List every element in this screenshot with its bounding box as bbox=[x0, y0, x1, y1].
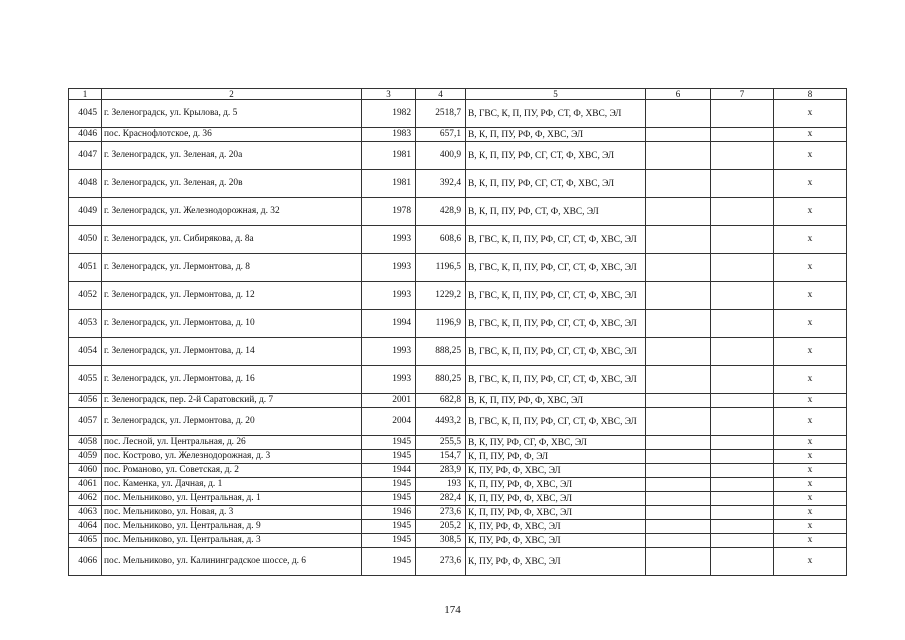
year-cell: 1978 bbox=[362, 198, 416, 226]
services-cell: В, ГВС, К, П, ПУ, РФ, СТ, Ф, ХВС, ЭЛ bbox=[466, 100, 646, 128]
column-7-cell bbox=[711, 366, 774, 394]
column-6-cell bbox=[646, 100, 711, 128]
area-cell: 428,9 bbox=[416, 198, 466, 226]
table-row bbox=[69, 520, 847, 534]
year-cell: 1945 bbox=[362, 548, 416, 576]
area-cell: 1229,2 bbox=[416, 282, 466, 310]
column-6-cell bbox=[646, 478, 711, 492]
column-6-cell bbox=[646, 170, 711, 198]
address-cell: г. Зеленоградск, ул. Лермонтова, д. 10 bbox=[102, 310, 362, 338]
table-row bbox=[69, 394, 847, 408]
table-row bbox=[69, 534, 847, 548]
year-cell: 1945 bbox=[362, 478, 416, 492]
area-cell: 205,2 bbox=[416, 520, 466, 534]
header-cell-5: 5 bbox=[466, 89, 646, 100]
services-cell: К, П, ПУ, РФ, Ф, ХВС, ЭЛ bbox=[466, 492, 646, 506]
column-8-cell: x bbox=[774, 534, 847, 548]
header-cell-7: 7 bbox=[711, 89, 774, 100]
row-number: 4059 bbox=[69, 450, 102, 464]
area-cell: 657,1 bbox=[416, 128, 466, 142]
column-7-cell bbox=[711, 548, 774, 576]
services-cell: В, К, П, ПУ, РФ, СТ, Ф, ХВС, ЭЛ bbox=[466, 198, 646, 226]
services-cell: В, К, П, ПУ, РФ, Ф, ХВС, ЭЛ bbox=[466, 394, 646, 408]
area-cell: 880,25 bbox=[416, 366, 466, 394]
column-8-cell: x bbox=[774, 254, 847, 282]
address-cell: пос. Мельниково, ул. Калининградское шоссе, д. 6 bbox=[102, 548, 362, 576]
column-7-cell bbox=[711, 170, 774, 198]
year-cell: 1945 bbox=[362, 450, 416, 464]
column-6-cell bbox=[646, 408, 711, 436]
services-cell: В, ГВС, К, П, ПУ, РФ, СГ, СТ, Ф, ХВС, ЭЛ bbox=[466, 366, 646, 394]
table-row bbox=[69, 436, 847, 450]
area-cell: 4493,2 bbox=[416, 408, 466, 436]
area-cell: 273,6 bbox=[416, 506, 466, 520]
column-8-cell: x bbox=[774, 128, 847, 142]
table-row bbox=[69, 492, 847, 506]
column-8-cell: x bbox=[774, 100, 847, 128]
area-cell: 255,5 bbox=[416, 436, 466, 450]
column-6-cell bbox=[646, 366, 711, 394]
row-number: 4051 bbox=[69, 254, 102, 282]
address-cell: пос. Романово, ул. Советская, д. 2 bbox=[102, 464, 362, 478]
header-cell-6: 6 bbox=[646, 89, 711, 100]
column-8-cell: x bbox=[774, 226, 847, 254]
column-7-cell bbox=[711, 534, 774, 548]
year-cell: 1983 bbox=[362, 128, 416, 142]
column-6-cell bbox=[646, 254, 711, 282]
column-8-cell: x bbox=[774, 310, 847, 338]
table-row bbox=[69, 450, 847, 464]
column-8-cell: x bbox=[774, 338, 847, 366]
column-8-cell: x bbox=[774, 142, 847, 170]
area-cell: 154,7 bbox=[416, 450, 466, 464]
row-number: 4056 bbox=[69, 394, 102, 408]
column-6-cell bbox=[646, 450, 711, 464]
housing-table bbox=[68, 88, 847, 576]
column-7-cell bbox=[711, 100, 774, 128]
row-number: 4057 bbox=[69, 408, 102, 436]
column-6-cell bbox=[646, 128, 711, 142]
column-6-cell bbox=[646, 464, 711, 478]
column-7-cell bbox=[711, 408, 774, 436]
page-number: 174 bbox=[444, 604, 461, 616]
address-cell: г. Зеленоградск, ул. Лермонтова, д. 14 bbox=[102, 338, 362, 366]
column-6-cell bbox=[646, 520, 711, 534]
year-cell: 2001 bbox=[362, 394, 416, 408]
column-6-cell bbox=[646, 506, 711, 520]
row-number: 4047 bbox=[69, 142, 102, 170]
services-cell: К, П, ПУ, РФ, Ф, ЭЛ bbox=[466, 450, 646, 464]
services-cell: К, П, ПУ, РФ, Ф, ХВС, ЭЛ bbox=[466, 506, 646, 520]
column-8-cell: x bbox=[774, 366, 847, 394]
year-cell: 1945 bbox=[362, 534, 416, 548]
year-cell: 1993 bbox=[362, 254, 416, 282]
services-cell: В, ГВС, К, П, ПУ, РФ, СГ, СТ, Ф, ХВС, ЭЛ bbox=[466, 338, 646, 366]
year-cell: 1994 bbox=[362, 310, 416, 338]
services-cell: В, К, П, ПУ, РФ, СГ, СТ, Ф, ХВС, ЭЛ bbox=[466, 170, 646, 198]
column-7-cell bbox=[711, 254, 774, 282]
column-8-cell: x bbox=[774, 408, 847, 436]
area-cell: 282,4 bbox=[416, 492, 466, 506]
services-cell: В, ГВС, К, П, ПУ, РФ, СГ, СТ, Ф, ХВС, ЭЛ bbox=[466, 226, 646, 254]
column-8-cell: x bbox=[774, 394, 847, 408]
column-7-cell bbox=[711, 492, 774, 506]
row-number: 4061 bbox=[69, 478, 102, 492]
services-cell: К, ПУ, РФ, Ф, ХВС, ЭЛ bbox=[466, 464, 646, 478]
services-cell: В, К, П, ПУ, РФ, Ф, ХВС, ЭЛ bbox=[466, 128, 646, 142]
table-row bbox=[69, 338, 847, 366]
address-cell: г. Зеленоградск, ул. Лермонтова, д. 8 bbox=[102, 254, 362, 282]
column-7-cell bbox=[711, 520, 774, 534]
area-cell: 308,5 bbox=[416, 534, 466, 548]
table-row bbox=[69, 366, 847, 394]
column-7-cell bbox=[711, 128, 774, 142]
row-number: 4066 bbox=[69, 548, 102, 576]
area-cell: 888,25 bbox=[416, 338, 466, 366]
row-number: 4054 bbox=[69, 338, 102, 366]
table-row bbox=[69, 170, 847, 198]
table-row bbox=[69, 408, 847, 436]
column-6-cell bbox=[646, 338, 711, 366]
area-cell: 2518,7 bbox=[416, 100, 466, 128]
address-cell: г. Зеленоградск, пер. 2-й Саратовский, д. 7 bbox=[102, 394, 362, 408]
table-row bbox=[69, 282, 847, 310]
address-cell: пос. Краснофлотское, д. 36 bbox=[102, 128, 362, 142]
services-cell: В, К, П, ПУ, РФ, СГ, СТ, Ф, ХВС, ЭЛ bbox=[466, 142, 646, 170]
area-cell: 273,6 bbox=[416, 548, 466, 576]
column-7-cell bbox=[711, 282, 774, 310]
header-row bbox=[69, 89, 847, 100]
row-number: 4064 bbox=[69, 520, 102, 534]
address-cell: г. Зеленоградск, ул. Крылова, д. 5 bbox=[102, 100, 362, 128]
address-cell: пос. Лесной, ул. Центральная, д. 26 bbox=[102, 436, 362, 450]
area-cell: 1196,9 bbox=[416, 310, 466, 338]
year-cell: 1945 bbox=[362, 436, 416, 450]
year-cell: 1993 bbox=[362, 226, 416, 254]
column-8-cell: x bbox=[774, 170, 847, 198]
address-cell: пос. Кострово, ул. Железнодорожная, д. 3 bbox=[102, 450, 362, 464]
header-cell-8: 8 bbox=[774, 89, 847, 100]
year-cell: 1981 bbox=[362, 170, 416, 198]
column-7-cell bbox=[711, 338, 774, 366]
area-cell: 193 bbox=[416, 478, 466, 492]
header-cell-2: 2 bbox=[102, 89, 362, 100]
column-8-cell: x bbox=[774, 464, 847, 478]
column-7-cell bbox=[711, 506, 774, 520]
column-6-cell bbox=[646, 226, 711, 254]
services-cell: В, ГВС, К, П, ПУ, РФ, СГ, СТ, Ф, ХВС, ЭЛ bbox=[466, 310, 646, 338]
row-number: 4060 bbox=[69, 464, 102, 478]
row-number: 4050 bbox=[69, 226, 102, 254]
services-cell: В, ГВС, К, П, ПУ, РФ, СГ, СТ, Ф, ХВС, ЭЛ bbox=[466, 408, 646, 436]
year-cell: 1946 bbox=[362, 506, 416, 520]
address-cell: г. Зеленоградск, ул. Зеленая, д. 20а bbox=[102, 142, 362, 170]
header-cell-4: 4 bbox=[416, 89, 466, 100]
area-cell: 283,9 bbox=[416, 464, 466, 478]
table-row bbox=[69, 100, 847, 128]
column-7-cell bbox=[711, 436, 774, 450]
address-cell: г. Зеленоградск, ул. Железнодорожная, д. 32 bbox=[102, 198, 362, 226]
column-8-cell: x bbox=[774, 198, 847, 226]
address-cell: г. Зеленоградск, ул. Лермонтова, д. 20 bbox=[102, 408, 362, 436]
area-cell: 400,9 bbox=[416, 142, 466, 170]
services-cell: К, ПУ, РФ, Ф, ХВС, ЭЛ bbox=[466, 520, 646, 534]
year-cell: 1993 bbox=[362, 282, 416, 310]
address-cell: пос. Мельниково, ул. Центральная, д. 3 bbox=[102, 534, 362, 548]
column-6-cell bbox=[646, 548, 711, 576]
year-cell: 1944 bbox=[362, 464, 416, 478]
column-8-cell: x bbox=[774, 450, 847, 464]
column-7-cell bbox=[711, 478, 774, 492]
table-row bbox=[69, 254, 847, 282]
row-number: 4062 bbox=[69, 492, 102, 506]
row-number: 4052 bbox=[69, 282, 102, 310]
table-row bbox=[69, 226, 847, 254]
year-cell: 1945 bbox=[362, 492, 416, 506]
column-6-cell bbox=[646, 310, 711, 338]
row-number: 4055 bbox=[69, 366, 102, 394]
column-6-cell bbox=[646, 534, 711, 548]
column-7-cell bbox=[711, 310, 774, 338]
column-8-cell: x bbox=[774, 282, 847, 310]
table-row bbox=[69, 128, 847, 142]
services-cell: К, ПУ, РФ, Ф, ХВС, ЭЛ bbox=[466, 534, 646, 548]
services-cell: К, П, ПУ, РФ, Ф, ХВС, ЭЛ bbox=[466, 478, 646, 492]
column-7-cell bbox=[711, 198, 774, 226]
address-cell: пос. Каменка, ул. Дачная, д. 1 bbox=[102, 478, 362, 492]
table-row bbox=[69, 198, 847, 226]
address-cell: пос. Мельниково, ул. Новая, д. 3 bbox=[102, 506, 362, 520]
services-cell: В, К, ПУ, РФ, СГ, Ф, ХВС, ЭЛ bbox=[466, 436, 646, 450]
row-number: 4058 bbox=[69, 436, 102, 450]
column-8-cell: x bbox=[774, 478, 847, 492]
row-number: 4046 bbox=[69, 128, 102, 142]
row-number: 4063 bbox=[69, 506, 102, 520]
services-cell: К, ПУ, РФ, Ф, ХВС, ЭЛ bbox=[466, 548, 646, 576]
area-cell: 1196,5 bbox=[416, 254, 466, 282]
row-number: 4049 bbox=[69, 198, 102, 226]
column-6-cell bbox=[646, 492, 711, 506]
column-8-cell: x bbox=[774, 548, 847, 576]
year-cell: 1982 bbox=[362, 100, 416, 128]
address-cell: г. Зеленоградск, ул. Лермонтова, д. 16 bbox=[102, 366, 362, 394]
year-cell: 1981 bbox=[362, 142, 416, 170]
column-6-cell bbox=[646, 436, 711, 450]
address-cell: г. Зеленоградск, ул. Лермонтова, д. 12 bbox=[102, 282, 362, 310]
table-row bbox=[69, 478, 847, 492]
column-8-cell: x bbox=[774, 436, 847, 450]
year-cell: 2004 bbox=[362, 408, 416, 436]
year-cell: 1993 bbox=[362, 338, 416, 366]
header-cell-1: 1 bbox=[69, 89, 102, 100]
column-8-cell: x bbox=[774, 492, 847, 506]
column-6-cell bbox=[646, 198, 711, 226]
address-cell: пос. Мельниково, ул. Центральная, д. 9 bbox=[102, 520, 362, 534]
column-6-cell bbox=[646, 282, 711, 310]
row-number: 4045 bbox=[69, 100, 102, 128]
table-row bbox=[69, 310, 847, 338]
row-number: 4065 bbox=[69, 534, 102, 548]
column-7-cell bbox=[711, 142, 774, 170]
column-7-cell bbox=[711, 394, 774, 408]
area-cell: 608,6 bbox=[416, 226, 466, 254]
area-cell: 392,4 bbox=[416, 170, 466, 198]
column-7-cell bbox=[711, 450, 774, 464]
column-7-cell bbox=[711, 464, 774, 478]
address-cell: г. Зеленоградск, ул. Сибирякова, д. 8а bbox=[102, 226, 362, 254]
services-cell: В, ГВС, К, П, ПУ, РФ, СГ, СТ, Ф, ХВС, ЭЛ bbox=[466, 254, 646, 282]
year-cell: 1945 bbox=[362, 520, 416, 534]
address-cell: г. Зеленоградск, ул. Зеленая, д. 20в bbox=[102, 170, 362, 198]
row-number: 4048 bbox=[69, 170, 102, 198]
table-row bbox=[69, 506, 847, 520]
address-cell: пос. Мельниково, ул. Центральная, д. 1 bbox=[102, 492, 362, 506]
column-8-cell: x bbox=[774, 520, 847, 534]
year-cell: 1993 bbox=[362, 366, 416, 394]
table-row bbox=[69, 548, 847, 576]
column-8-cell: x bbox=[774, 506, 847, 520]
table-row bbox=[69, 464, 847, 478]
column-6-cell bbox=[646, 394, 711, 408]
table-row bbox=[69, 142, 847, 170]
column-7-cell bbox=[711, 226, 774, 254]
column-6-cell bbox=[646, 142, 711, 170]
header-cell-3: 3 bbox=[362, 89, 416, 100]
row-number: 4053 bbox=[69, 310, 102, 338]
area-cell: 682,8 bbox=[416, 394, 466, 408]
services-cell: В, ГВС, К, П, ПУ, РФ, СГ, СТ, Ф, ХВС, ЭЛ bbox=[466, 282, 646, 310]
